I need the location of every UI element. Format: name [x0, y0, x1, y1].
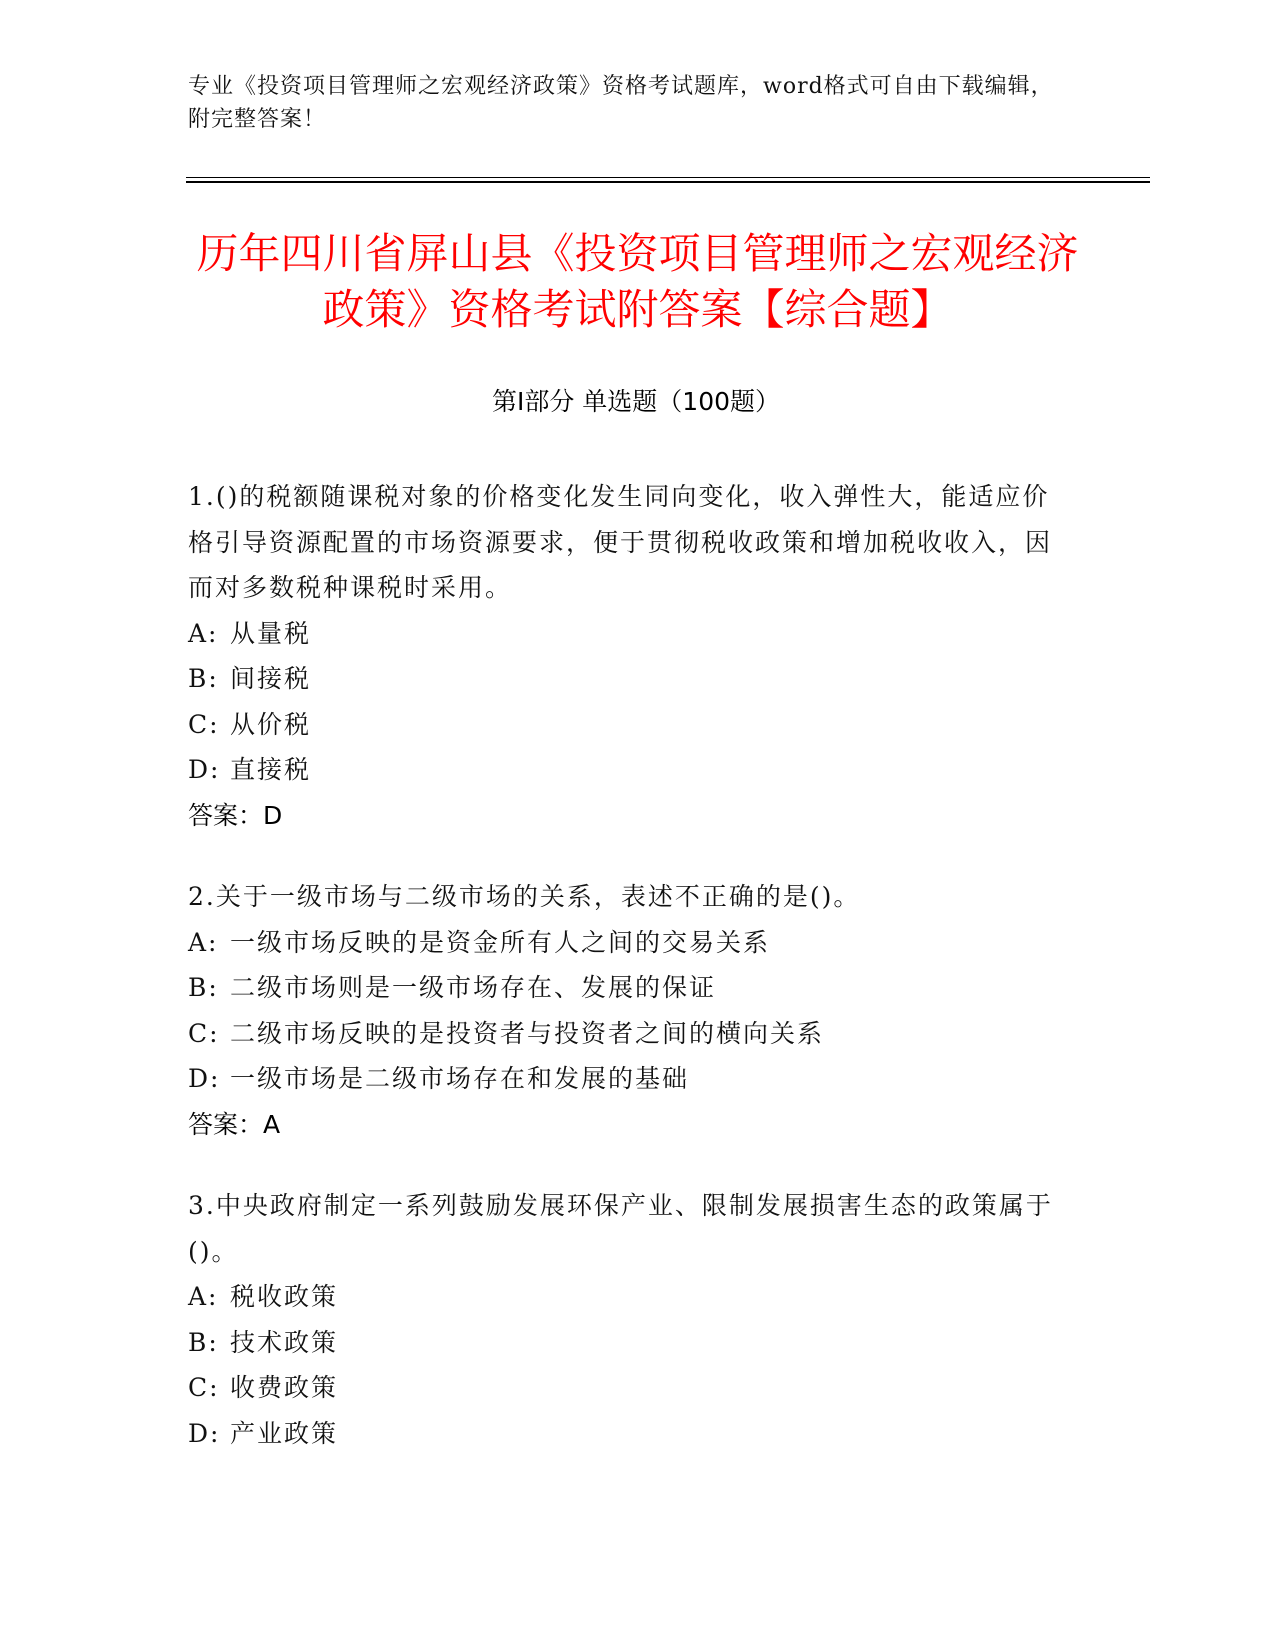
option-a	[188, 1274, 1068, 1320]
option-letter: C:	[188, 1373, 220, 1402]
option-letter: C:	[188, 1018, 220, 1048]
option-text: 产业政策	[230, 1418, 339, 1448]
question-1	[188, 474, 1068, 838]
question-stem: 3.中央政府制定一系列鼓励发展环保产业、限制发展损害生态的政策属于()。	[188, 1191, 1053, 1266]
option-letter: B:	[188, 1327, 219, 1357]
option-b	[188, 656, 1068, 702]
option-c	[188, 1011, 1068, 1057]
option-letter: A:	[188, 927, 219, 957]
section-heading: 第I部分 单选题（100题）	[491, 387, 781, 416]
option-b	[188, 1320, 1068, 1366]
option-letter: B:	[188, 664, 219, 693]
option-text: 技术政策	[230, 1327, 339, 1357]
option-letter: A:	[188, 1282, 219, 1311]
option-d	[188, 1411, 1068, 1457]
question-2	[188, 874, 1068, 1147]
option-text: 二级市场则是一级市场存在、发展的保证	[230, 973, 717, 1002]
option-d	[188, 1056, 1068, 1102]
option-a	[188, 920, 1068, 966]
option-d	[188, 747, 1068, 793]
question-stem: 1.()的税额随课税对象的价格变化发生同向变化，收入弹性大，能适应价格引导资源配置的市场资源要求，便于贯彻税收政策和增加税收收入，因而对多数税种课税时采用。	[188, 482, 1053, 602]
option-letter: D:	[188, 1418, 221, 1448]
header-rule-thick	[186, 181, 1150, 183]
option-c	[188, 702, 1068, 748]
answer-line	[188, 793, 1068, 839]
answer-value: A	[263, 1109, 281, 1139]
option-text: 一级市场反映的是资金所有人之间的交易关系	[230, 927, 771, 957]
option-b	[188, 965, 1068, 1011]
option-letter: D:	[188, 755, 221, 784]
option-text: 二级市场反映的是投资者与投资者之间的横向关系	[230, 1018, 825, 1048]
option-text: 直接税	[230, 755, 312, 784]
header-rule-thin	[186, 177, 1150, 178]
header-note: 专业《投资项目管理师之宏观经济政策》资格考试题库，word格式可自由下载编辑，附完整答案！	[188, 74, 1054, 132]
question-3	[188, 1183, 1068, 1456]
option-a	[188, 611, 1068, 657]
option-letter: C:	[188, 709, 220, 739]
option-text: 税收政策	[230, 1282, 339, 1311]
option-text: 收费政策	[230, 1373, 339, 1402]
answer-label: 答案：	[188, 800, 264, 830]
option-text: 从量税	[230, 618, 312, 648]
question-stem: 2.关于一级市场与二级市场的关系，表述不正确的是()。	[188, 882, 861, 911]
document-title: 历年四川省屏山县《投资项目管理师之宏观经济政策》资格考试附答案【综合题】	[196, 229, 1079, 334]
option-letter: A:	[188, 618, 219, 648]
answer-line	[188, 1102, 1068, 1148]
answer-label: 答案：	[188, 1109, 264, 1139]
option-letter: B:	[188, 973, 219, 1002]
option-text: 从价税	[230, 709, 312, 739]
option-letter: D:	[188, 1064, 221, 1093]
answer-value: D	[263, 800, 283, 830]
option-c	[188, 1365, 1068, 1411]
option-text: 间接税	[230, 664, 312, 693]
question-list	[188, 474, 1068, 1492]
option-text: 一级市场是二级市场存在和发展的基础	[230, 1064, 690, 1093]
